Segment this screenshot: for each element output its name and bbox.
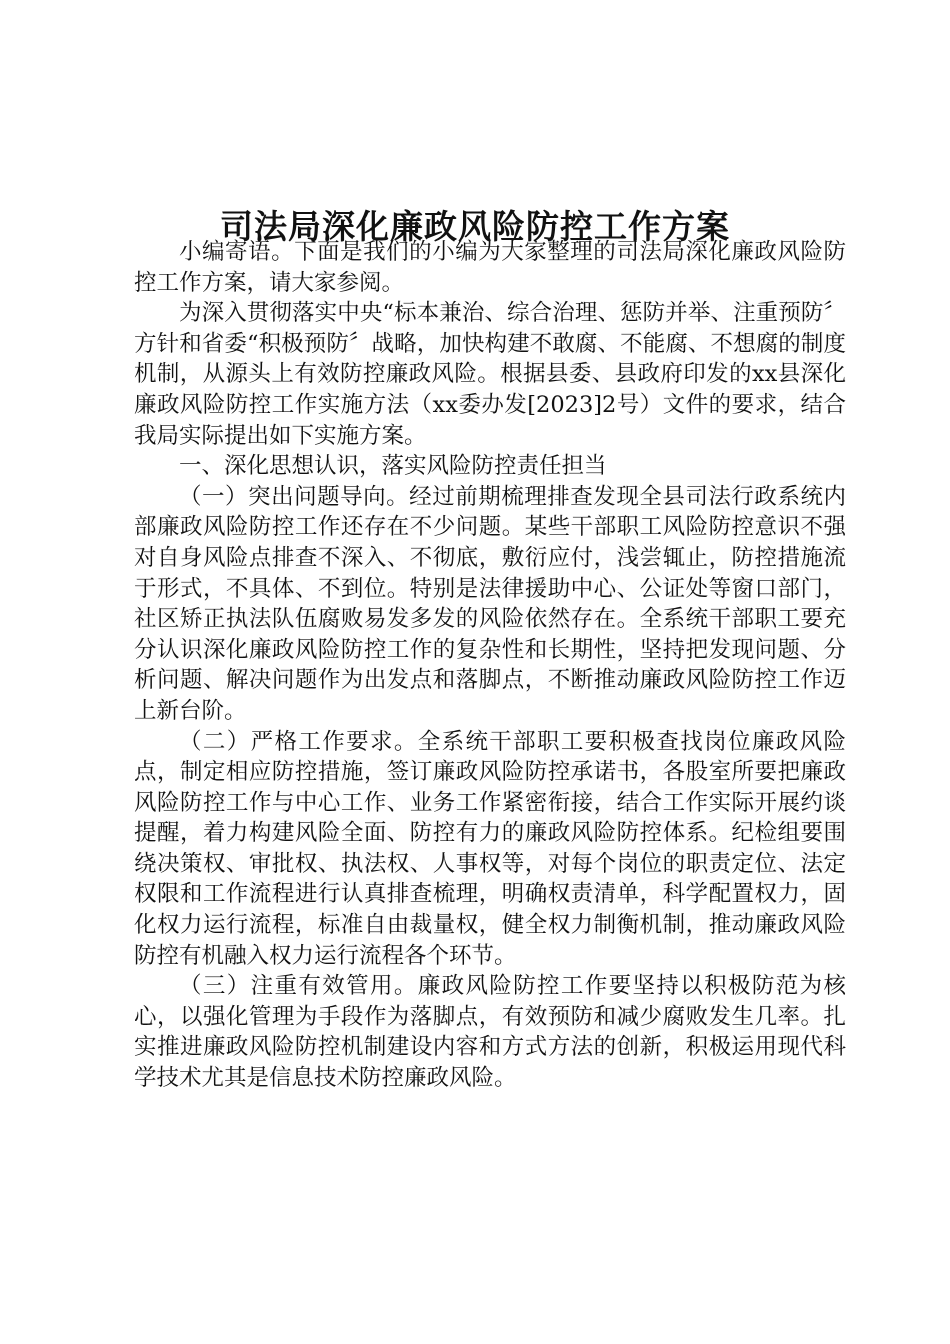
paragraph-item-1: （一）突出问题导向。经过前期梳理排查发现全县司法行政系统内部廉政风险防控工作还存在不少问题。某些干部职工风险防控意识不强对自身风险点排查不深入、不彻底，敷衍应付，浅尝辄止，防控措施流于形式，不具体、不到位。特别是法律援助中心、公证处等窗口部门，社区矫正执法队伍腐败易发多发的风险依然存在。全系统干部职工要充分认识深化廉政风险防控工作的复杂性和长期性，坚持把发现问题、分析问题、解决问题作为出发点和落脚点，不断推动廉政风险防控工作迈上新台阶。: [134, 483, 846, 724]
paragraph-intro: 小编寄语。下面是我们的小编为大家整理的司法局深化廉政风险防控工作方案，请大家参阅。: [134, 239, 846, 296]
document-title: 司法局深化廉政风险防控工作方案: [220, 207, 730, 247]
paragraph-item-3: （三）注重有效管用。廉政风险防控工作要坚持以积极防范为核心，以强化管理为手段作为落脚点，有效预防和减少腐败发生几率。扎实推进廉政风险防控机制建设内容和方式方法的创新，积极运用现代科学技术尤其是信息技术防控廉政风险。: [134, 973, 846, 1092]
paragraph-background: 为深入贯彻落实中央“标本兼治、综合治理、惩防并举、注重预防〞方针和省委“积极预防〞战略，加快构建不敢腐、不能腐、不想腐的制度机制，从源头上有效防控廉政风险。根据县委、县政府印发的xx县深化廉政风险防控工作实施方法（xx委办发[2023]2号）文件的要求，结合我局实际提出如下实施方案。: [134, 300, 846, 449]
paragraph-item-2: （二）严格工作要求。全系统干部职工要积极查找岗位廉政风险点，制定相应防控措施，签订廉政风险防控承诺书，各股室所要把廉政风险防控工作与中心工作、业务工作紧密衔接，结合工作实际开展约谈提醒，着力构建风险全面、防控有力的廉政风险防控体系。纪检组要围绕决策权、审批权、执法权、人事权等，对每个岗位的职责定位、法定权限和工作流程进行认真排查梳理，明确权责清单，科学配置权力，固化权力运行流程，标准自由裁量权，健全权力制衡机制，推动廉政风险防控有机融入权力运行流程各个环节。: [134, 728, 846, 969]
section-heading-1: 一、深化思想认识，落实风险防控责任担当: [179, 453, 607, 480]
document-body: [134, 237, 846, 1094]
